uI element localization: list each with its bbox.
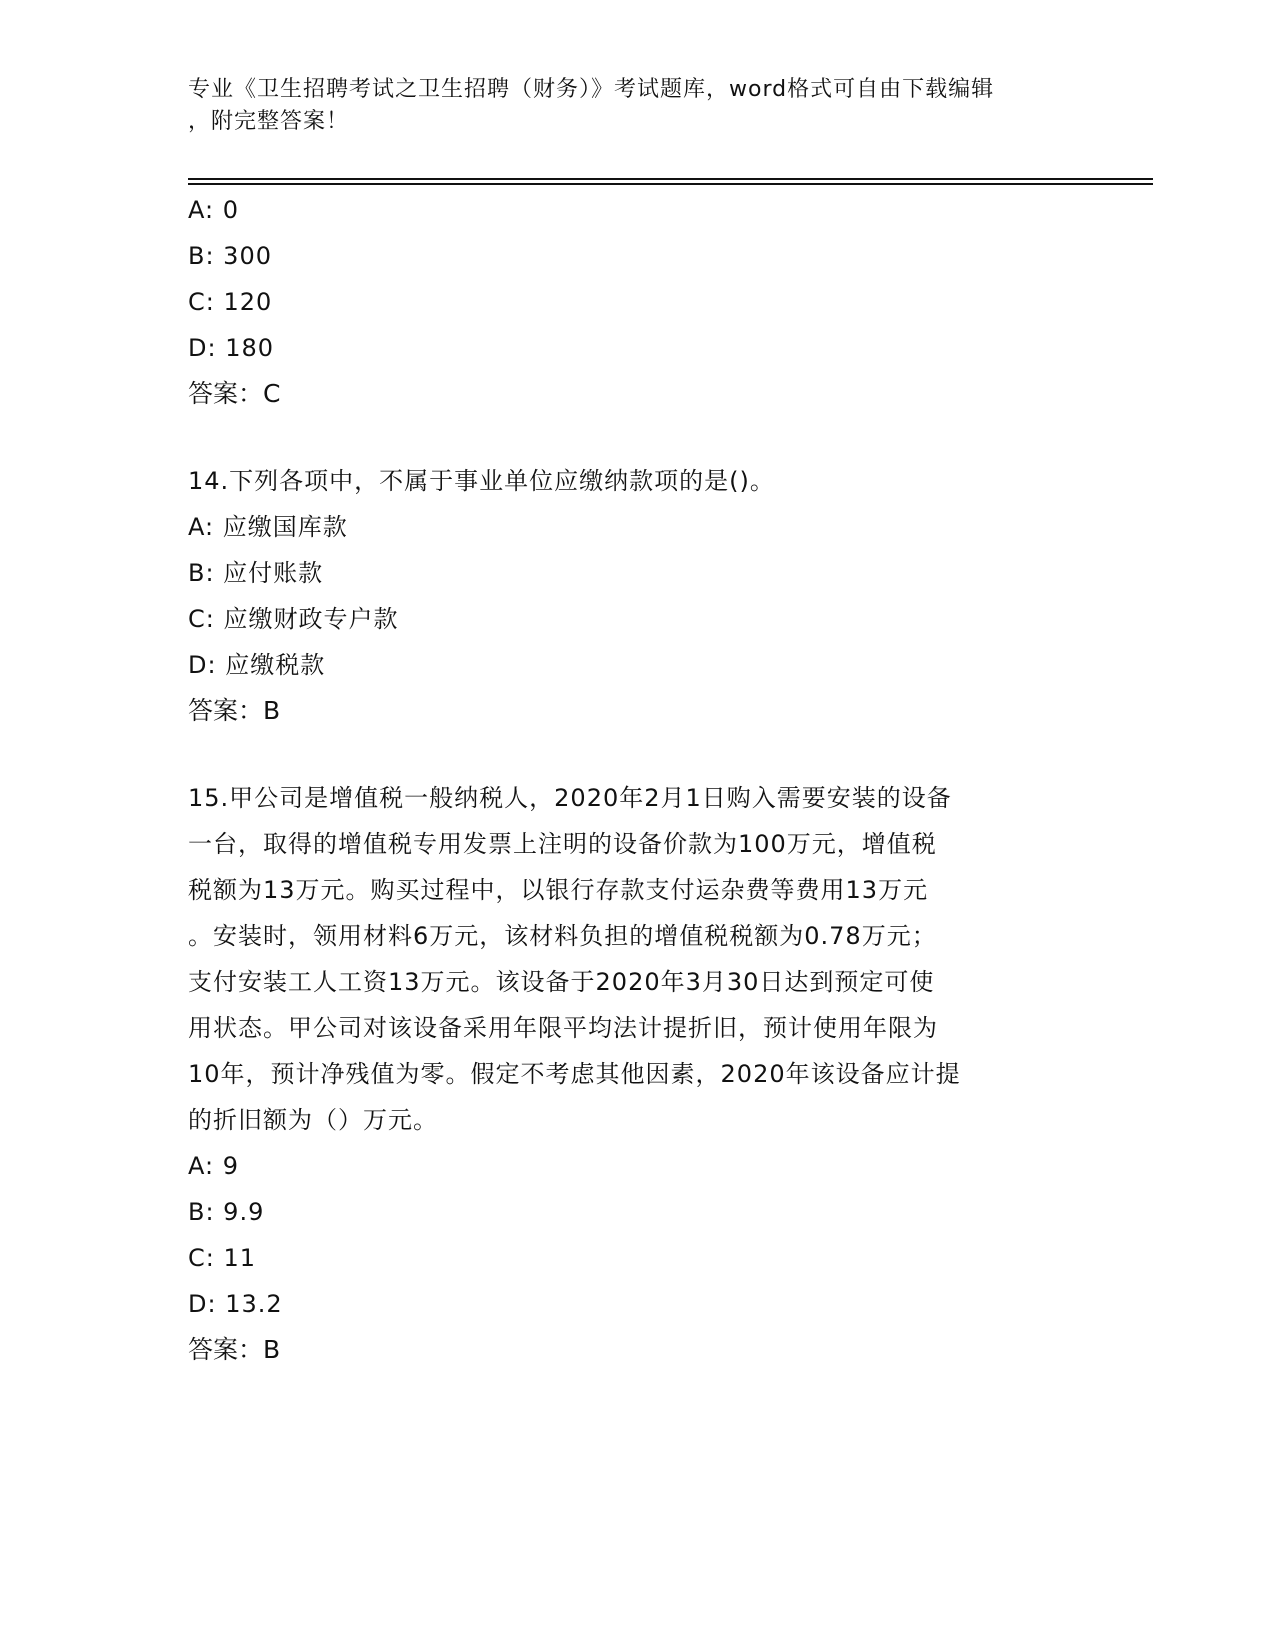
answer: 答案：B: [188, 696, 281, 725]
stem-line: 用状态。甲公司对该设备采用年限平均法计提折旧，预计使用年限为: [188, 1014, 938, 1042]
header-line-1: 专业《卫生招聘考试之卫生招聘（财务）》考试题库，word格式可自由下载编辑: [188, 77, 995, 102]
question-13: [188, 187, 1088, 417]
option-c: C: 11: [188, 1244, 257, 1272]
header-line-2: ，附完整答案！: [188, 109, 350, 134]
stem-line: 的折旧额为（）万元。: [188, 1106, 438, 1134]
stem-line: 15.甲公司是增值税一般纳税人，2020年2月1日购入需要安装的设备: [188, 784, 952, 812]
option-b: B: 300: [188, 242, 272, 270]
question-14: [188, 458, 1088, 734]
document-header: [188, 74, 1088, 138]
question-stem: [188, 775, 1078, 1143]
stem-line: 一台，取得的增值税专用发票上注明的设备价款为100万元，增值税: [188, 830, 937, 858]
option-a: A: 9: [188, 1152, 239, 1180]
stem-line: 10年，预计净残值为零。假定不考虑其他因素，2020年该设备应计提: [188, 1060, 961, 1088]
option-c: C: 应缴财政专户款: [188, 605, 399, 633]
header-divider-top: [188, 178, 1153, 180]
answer: 答案：C: [188, 379, 281, 408]
answer: 答案：B: [188, 1335, 281, 1364]
option-b: B: 应付账款: [188, 559, 324, 587]
option-b: B: 9.9: [188, 1198, 265, 1226]
option-d: D: 180: [188, 334, 275, 362]
option-a: A: 0: [188, 196, 239, 224]
stem-line: 税额为13万元。购买过程中，以银行存款支付运杂费等费用13万元: [188, 876, 929, 904]
option-d: D: 应缴税款: [188, 651, 326, 679]
stem-line: 支付安装工人工资13万元。该设备于2020年3月30日达到预定可使: [188, 968, 935, 996]
question-15: [188, 775, 1088, 1373]
header-divider-bottom: [188, 183, 1153, 185]
question-stem: 14.下列各项中，不属于事业单位应缴纳款项的是()。: [188, 467, 775, 495]
option-d: D: 13.2: [188, 1290, 283, 1318]
option-a: A: 应缴国库款: [188, 513, 348, 541]
stem-line: 。安装时，领用材料6万元，该材料负担的增值税税额为0.78万元；: [188, 922, 937, 950]
option-c: C: 120: [188, 288, 273, 316]
